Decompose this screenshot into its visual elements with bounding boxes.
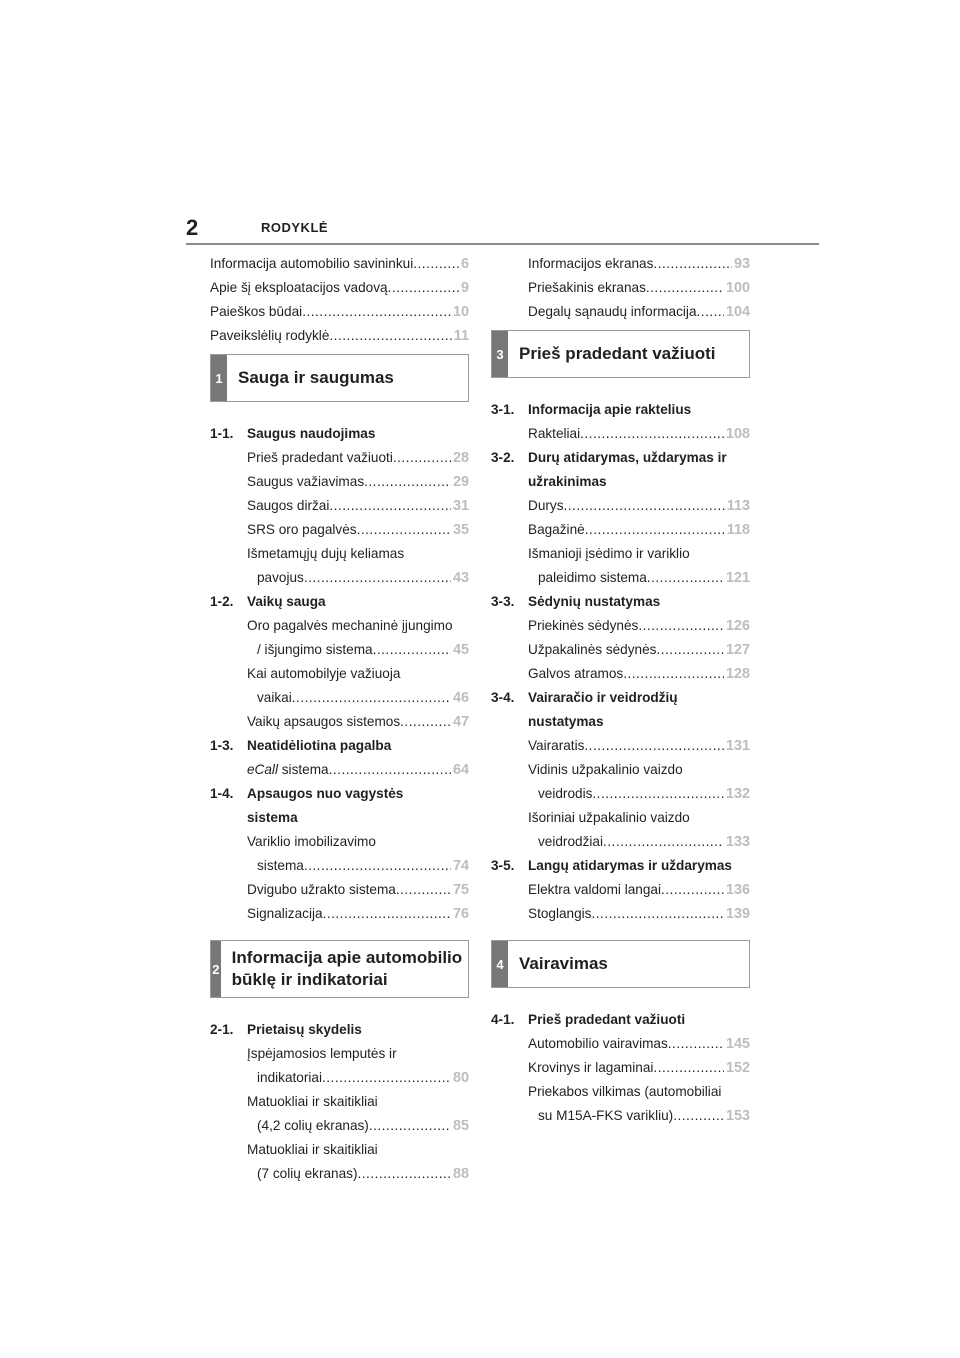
toc-entry[interactable]: Matuokliai ir skaitikliai (7 colių ekranas) ..... 88 [210, 1138, 469, 1186]
page-ref: 47 [452, 714, 469, 730]
page-ref: 76 [452, 906, 469, 922]
page-ref: 127 [725, 642, 750, 658]
section-heading: 3-3. Sėdynių nustatymas [491, 594, 661, 609]
section-heading: 3-2. Durų atidarymas, uždarymas ir [491, 450, 727, 465]
chapter-number: 2 [211, 941, 221, 997]
toc-entry[interactable]: Rakteliai ..... 108 [491, 422, 750, 446]
toc-entry[interactable]: Informacija automobilio savininkui ..... 6 [210, 252, 469, 276]
toc-entry[interactable]: Vaikų apsaugos sistemos ..... 47 [210, 710, 469, 734]
toc-entry[interactable]: Vidinis užpakalinio vaizdo veidrodis ..... 132 [491, 758, 750, 806]
toc-entry[interactable]: Išmetamųjų dujų keliamas pavojus ..... 43 [210, 542, 469, 590]
page-ref: 9 [460, 280, 469, 296]
toc-entry[interactable]: Išmanioji įsėdimo ir variklio paleidimo sistema ..... 121 [491, 542, 750, 590]
toc-entry[interactable]: Saugus važiavimas ..... 29 [210, 470, 469, 494]
toc-entry[interactable]: Stoglangis ..... 139 [491, 902, 750, 926]
page-ref: 108 [725, 426, 750, 442]
page-ref: 133 [725, 834, 750, 850]
header-rule [186, 243, 819, 245]
toc-left-column: Informacija automobilio savininkui ..... 6 Apie šį eksploatacijos vadovą ..... 9 Paieškos būdai ..... 10 Paveikslėlių rodyklė ..... 11 1 Sauga ir saugumas 1-1. Saugus naudojimas Prieš pradedant važiuoti ..... 28 Saugus važiavimas ..... 29 Saugos diržai ..... 31 SRS oro pagalvės ..... 35 Išmetamųjų dujų keliamas pavojus ..... 43 1-2. Vaikų sauga Oro pagalvės mechaninė įjungimo / išjungimo sistema ..... 45 Kai automobilyje važiuoja vaikai ..... 46 Vaikų apsaugos sistemos ..... 47 1-3. Neatidėliotina pagalba eCall sistema ..... 64 1-4. Apsaugos nuo vagystės sistema Variklio imobilizavimo sistema ..... 74 Dvigubo užrakto sistema ..... 75 Signalizacija ..... 76 2 Informacija apie automobilio būklę ir indikatoriai 2-1. Prietaisų skydelis Įspėjamosios lemputės ir indikatoriai ..... 80 Matuokliai ir skaitikliai (4,2 colių ekranas) ..... 85 Matuokliai ir skaitikliai (7 colių ekranas) ..... 88 [210, 252, 469, 1186]
toc-entry[interactable]: Paveikslėlių rodyklė ..... 11 [210, 324, 469, 348]
page-ref: 93 [733, 256, 750, 272]
chapter-title: Vairavimas [519, 954, 608, 973]
page-ref: 131 [725, 738, 750, 754]
toc-entry[interactable]: Durys ..... 113 [491, 494, 750, 518]
page-ref: 85 [452, 1118, 469, 1134]
page-ref: 43 [452, 570, 469, 586]
page-header [186, 214, 819, 246]
chapter-number: 1 [211, 355, 227, 401]
toc-entry[interactable]: Signalizacija ..... 76 [210, 902, 469, 926]
chapter-box-3[interactable] [491, 330, 750, 378]
page-ref: 136 [725, 882, 750, 898]
toc-entry[interactable]: Priekabos vilkimas (automobiliai su M15A-FKS varikliu) ..... 153 [491, 1080, 750, 1128]
section-heading: 3-5. Langų atidarymas ir uždarymas [491, 858, 732, 873]
chapter-box-4[interactable] [491, 940, 750, 988]
section-heading: 1-2. Vaikų sauga [210, 594, 326, 609]
page-ref: 118 [726, 522, 750, 538]
toc-right-column: Informacijos ekranas ..... 93 Priešakinis ekranas ..... 100 Degalų sąnaudų informacija ..... 104 3 Prieš pradedant važiuoti 3-1. Informacija apie raktelius Rakteliai ..... 108 3-2. Durų atidarymas, uždarymas ir užrakinimas Durys ..... 113 Bagažinė ..... 118 Išmanioji įsėdimo ir variklio paleidimo sistema ..... 121 3-3. Sėdynių nustatymas Priekinės sėdynės ..... 126 Užpakalinės sėdynės ..... 127 Galvos atramos ..... 128 3-4. Vairaračio ir veidrodžių nustatymas Vairaratis ..... 131 Vidinis užpakalinio vaizdo veidrodis ..... 132 Išoriniai užpakalinio vaizdo veidrodžiai ..... 133 3-5. Langų atidarymas ir uždarymas Elektra valdomi langai ..... 136 Stoglangis ..... 139 4 Vairavimas 4-1. Prieš pradedant važiuoti Automobilio vairavimas ..... 145 Krovinys ir lagaminai ..... 152 Priekabos vilkimas (automobiliai su M15A-FKS varikliu) ..... 153 [491, 252, 750, 1128]
toc-entry[interactable]: Informacijos ekranas ..... 93 [491, 252, 750, 276]
page-ref: 74 [452, 858, 469, 874]
toc-entry[interactable]: Saugos diržai ..... 31 [210, 494, 469, 518]
page-ref: 128 [725, 666, 750, 682]
page-number: 2 [186, 215, 199, 240]
section-heading: 1-3. Neatidėliotina pagalba [210, 738, 392, 753]
page-ref: 75 [452, 882, 469, 898]
page-ref: 153 [725, 1108, 750, 1124]
page-ref: 139 [725, 906, 750, 922]
page-ref: 145 [725, 1036, 750, 1052]
toc-entry[interactable]: Automobilio vairavimas ..... 145 [491, 1032, 750, 1056]
page-ref: 132 [725, 786, 750, 802]
section-heading: 3-4. Vairaračio ir veidrodžių [491, 690, 678, 705]
toc-entry[interactable]: Krovinys ir lagaminai ..... 152 [491, 1056, 750, 1080]
toc-entry[interactable]: Užpakalinės sėdynės ..... 127 [491, 638, 750, 662]
page-ref: 152 [725, 1060, 750, 1076]
page-ref: 45 [452, 642, 469, 658]
toc-entry[interactable]: Paieškos būdai ..... 10 [210, 300, 469, 324]
toc-entry[interactable]: Apie šį eksploatacijos vadovą ..... 9 [210, 276, 469, 300]
toc-entry[interactable]: Degalų sąnaudų informacija ..... 104 [491, 300, 750, 324]
page-ref: 29 [452, 474, 469, 490]
page-ref: 6 [460, 256, 469, 272]
section-heading: 2-1. Prietaisų skydelis [210, 1022, 362, 1037]
page-ref: 31 [452, 498, 469, 514]
toc-entry[interactable]: SRS oro pagalvės ..... 35 [210, 518, 469, 542]
page-ref: 35 [452, 522, 469, 538]
page-ref: 121 [725, 570, 750, 586]
toc-entry[interactable]: Variklio imobilizavimo sistema ..... 74 [210, 830, 469, 878]
page-ref: 11 [453, 328, 469, 344]
page-ref: 104 [725, 304, 750, 320]
section-heading: 4-1. Prieš pradedant važiuoti [491, 1012, 686, 1027]
toc-entry[interactable]: eCall sistema ..... 64 [210, 758, 469, 782]
section-heading: 1-1. Saugus naudojimas [210, 426, 376, 441]
page-ref: 64 [452, 762, 469, 778]
toc-entry[interactable]: Priekinės sėdynės ..... 126 [491, 614, 750, 638]
toc-entry[interactable]: Įspėjamosios lemputės ir indikatoriai ..... 80 [210, 1042, 469, 1090]
chapter-box-2[interactable] [210, 940, 469, 998]
toc-entry[interactable]: Dvigubo užrakto sistema ..... 75 [210, 878, 469, 902]
page-ref: 113 [726, 498, 750, 514]
toc-entry[interactable]: Kai automobilyje važiuoja vaikai ..... 46 [210, 662, 469, 710]
page-ref: 80 [452, 1070, 469, 1086]
chapter-title: Prieš pradedant važiuoti [519, 344, 716, 363]
toc-entry[interactable]: Bagažinė ..... 118 [491, 518, 750, 542]
chapter-title: Sauga ir saugumas [238, 368, 394, 387]
chapter-number: 3 [492, 331, 508, 377]
chapter-title: Informacija apie automobilio būklę ir indikatoriai [231, 948, 463, 989]
page-ref: 126 [725, 618, 750, 634]
toc-entry[interactable]: Išoriniai užpakalinio vaizdo veidrodžiai ..... 133 [491, 806, 750, 854]
page-ref: 46 [452, 690, 469, 706]
toc-entry[interactable]: Elektra valdomi langai ..... 136 [491, 878, 750, 902]
toc-entry[interactable]: Matuokliai ir skaitikliai (4,2 colių ekranas) ..... 85 [210, 1090, 469, 1138]
page-ref: 88 [452, 1166, 469, 1182]
toc-entry[interactable]: Prieš pradedant važiuoti ..... 28 [210, 446, 469, 470]
page-ref: 28 [452, 450, 469, 466]
page-ref: 100 [725, 280, 750, 296]
toc-entry[interactable]: Priešakinis ekranas ..... 100 [491, 276, 750, 300]
section-heading: 1-4. Apsaugos nuo vagystės [210, 786, 404, 801]
toc-entry[interactable]: Vairaratis ..... 131 [491, 734, 750, 758]
page-ref: 10 [452, 304, 469, 320]
chapter-box-1[interactable] [210, 354, 469, 402]
toc-entry[interactable]: Oro pagalvės mechaninė įjungimo / išjungimo sistema ..... 45 [210, 614, 469, 662]
toc-entry[interactable]: Galvos atramos ..... 128 [491, 662, 750, 686]
header-title: RODYKLĖ [261, 220, 329, 235]
section-heading: 3-1. Informacija apie raktelius [491, 402, 692, 417]
chapter-number: 4 [492, 941, 508, 987]
